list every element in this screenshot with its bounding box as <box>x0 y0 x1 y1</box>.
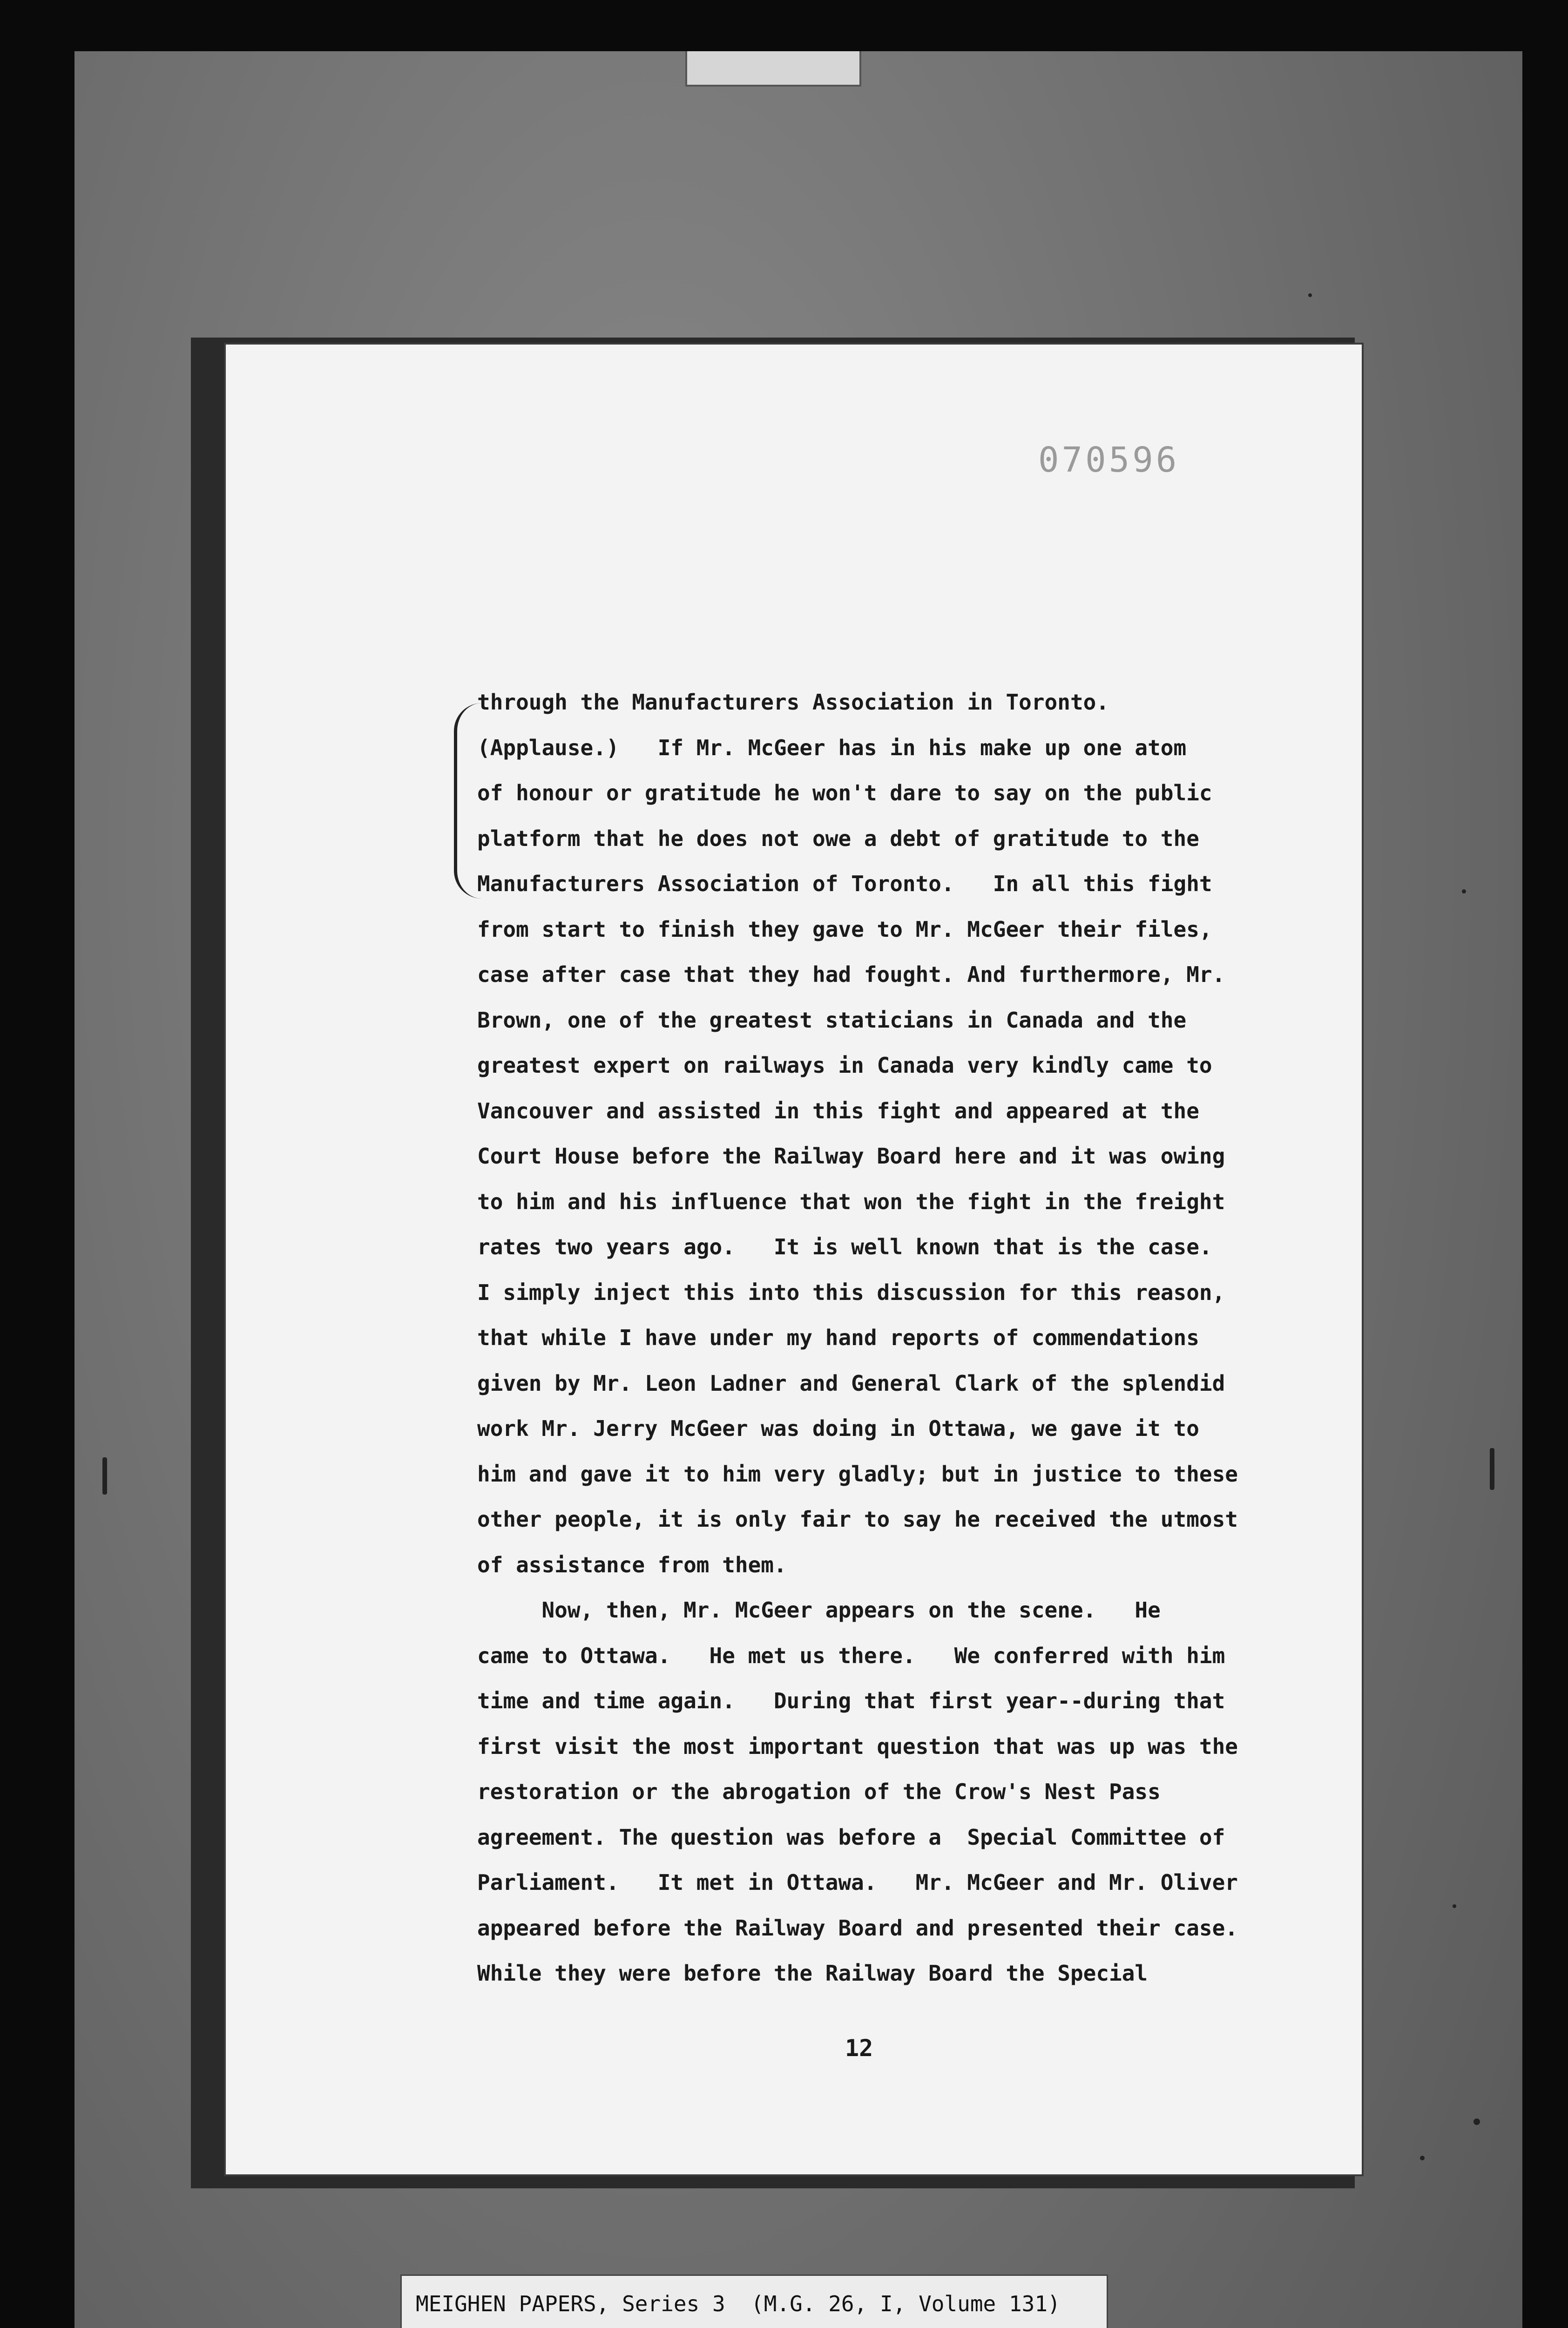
text-line: to him and his influence that won the fight in the freight <box>477 1189 1225 1214</box>
text-line: platform that he does not owe a debt of gratitude to the <box>477 826 1199 851</box>
page-body <box>477 680 1306 1996</box>
text-line: I simply inject this into this discussion for this reason, <box>477 1279 1225 1305</box>
collection-reference-label: MEIGHEN PAPERS, Series 3 (M.G. 26, I, Volume 131) <box>400 2274 1108 2328</box>
film-speck <box>1308 293 1312 297</box>
film-speck <box>1462 889 1466 893</box>
film-speck <box>102 1457 107 1495</box>
film-speck <box>1490 1448 1494 1490</box>
page-number: 12 <box>845 2035 873 2062</box>
text-line: first visit the most important question that was up was the <box>477 1733 1238 1759</box>
text-line: While they were before the Railway Board the Special <box>477 1961 1148 1986</box>
typed-page <box>226 345 1362 2174</box>
text-line: him and gave it to him very gladly; but in justice to these <box>477 1461 1238 1487</box>
text-line: agreement. The question was before a Special Committee of <box>477 1824 1225 1850</box>
stamp-number: 070596 <box>1038 440 1180 480</box>
text-line: Now, then, Mr. McGeer appears on the scene. He <box>477 1597 1161 1623</box>
text-line: given by Mr. Leon Ladner and General Clark of the splendid <box>477 1370 1225 1396</box>
text-line: Vancouver and assisted in this fight and appeared at the <box>477 1098 1199 1123</box>
text-line: appeared before the Railway Board and presented their case. <box>477 1915 1238 1941</box>
film-speck <box>1473 2118 1480 2125</box>
text-line: of honour or gratitude he won't dare to say on the public <box>477 780 1212 805</box>
text-line: that while I have under my hand reports of commendations <box>477 1325 1199 1350</box>
text-line: Parliament. It met in Ottawa. Mr. McGeer and Mr. Oliver <box>477 1870 1238 1895</box>
text-line: Brown, one of the greatest staticians in Canada and the <box>477 1007 1187 1033</box>
microfilm-frame <box>74 51 1522 2328</box>
text-line: of assistance from them. <box>477 1552 787 1577</box>
top-clip <box>685 51 861 87</box>
text-line: work Mr. Jerry McGeer was doing in Ottawa, we gave it to <box>477 1416 1199 1441</box>
text-line: restoration or the abrogation of the Crow's Nest Pass <box>477 1779 1161 1804</box>
text-line: through the Manufacturers Association in Toronto. <box>477 690 1109 715</box>
film-speck <box>1453 1904 1456 1908</box>
text-line: time and time again. During that first year--during that <box>477 1688 1225 1713</box>
text-line: other people, it is only fair to say he received the utmost <box>477 1507 1238 1532</box>
text-line: rates two years ago. It is well known that is the case. <box>477 1234 1212 1259</box>
text-line: (Applause.) If Mr. McGeer has in his make up one atom <box>477 735 1187 760</box>
text-line: Court House before the Railway Board here and it was owing <box>477 1144 1225 1169</box>
text-line: case after case that they had fought. And furthermore, Mr. <box>477 962 1225 987</box>
text-line: greatest expert on railways in Canada very kindly came to <box>477 1053 1212 1078</box>
text-line: came to Ottawa. He met us there. We conferred with him <box>477 1643 1225 1668</box>
film-speck <box>1420 2156 1425 2160</box>
text-line: Manufacturers Association of Toronto. In all this fight <box>477 871 1212 896</box>
text-line: from start to finish they gave to Mr. McGeer their files, <box>477 916 1212 942</box>
